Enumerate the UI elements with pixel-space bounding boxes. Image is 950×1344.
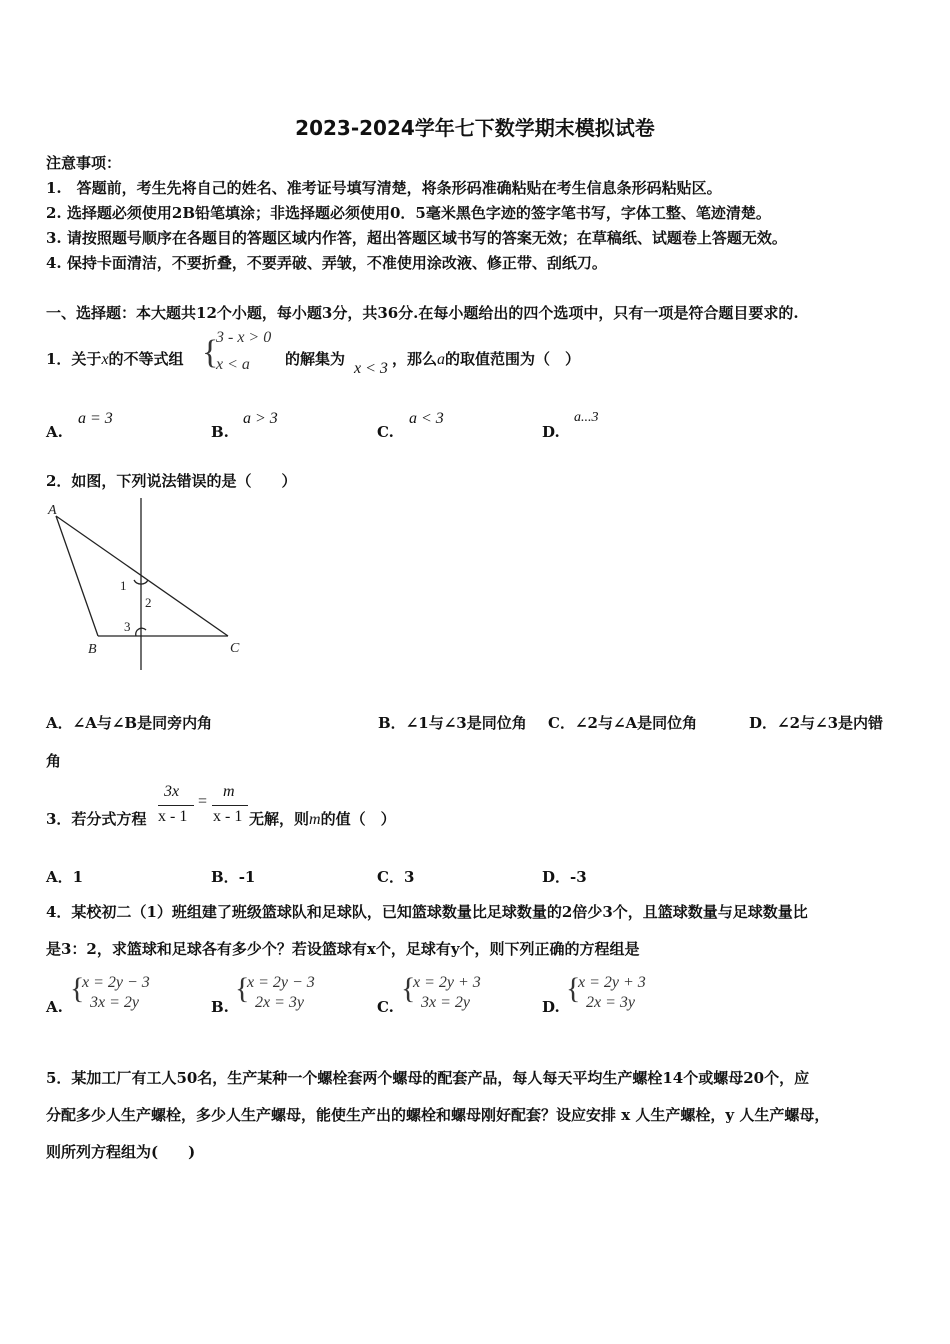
q4-option-eq2: 3x = 2y <box>421 994 470 1011</box>
q1-sol-label: 的解集为 <box>285 350 346 368</box>
notice-item: 4. 保持卡面清洁，不要折叠，不要弄破、弄皱，不准使用涂改液、修正带、刮纸刀。 <box>46 254 607 272</box>
q3-equals: = <box>198 793 208 810</box>
q1-sys-line2: x < a <box>216 356 250 373</box>
angle-3-label: 3 <box>124 619 131 634</box>
q1-option-value: a = 3 <box>78 410 113 427</box>
angle-1-label: 1 <box>120 578 127 593</box>
q1-option-value: a > 3 <box>243 410 278 427</box>
q3-fraction-bar-1 <box>158 805 194 806</box>
segment-ab <box>56 516 98 636</box>
q4-option-eq1: x = 2y + 3 <box>578 974 646 991</box>
q3-option-label: D． <box>542 868 571 886</box>
q2-option-label: B． <box>378 714 406 732</box>
q1-prefix: 1．关于 <box>46 350 102 368</box>
q1-var-x: x <box>101 351 109 368</box>
q4-brace: { <box>70 972 85 1005</box>
question-4-line: 4．某校初二（1）班组建了班级篮球队和足球队，已知篮球数量比足球数量的2倍少3个，且篮球数量与足球数量比 <box>46 903 808 921</box>
notice-heading: 注意事项： <box>46 154 122 172</box>
q3-var-m: m <box>309 811 321 828</box>
q2-option-d[interactable] <box>749 712 883 733</box>
q3-denominator-2: x - 1 <box>213 808 243 825</box>
question-2: 2．如图，下列说法错误的是（ ） <box>46 472 297 490</box>
q1-brace: { <box>202 334 219 371</box>
q3-denominator-1: x - 1 <box>158 808 188 825</box>
q3-option-c[interactable] <box>377 866 414 887</box>
q3-option-label: B． <box>211 868 239 886</box>
q2-option-label: A． <box>46 714 73 732</box>
q1-sys-line1: 3 - x > 0 <box>216 329 272 346</box>
q1-option-value: a < 3 <box>409 410 444 427</box>
q4-brace: { <box>566 972 581 1005</box>
q2-option-text: ∠1与∠3是同位角 <box>405 714 527 732</box>
q3-option-value: 3 <box>403 868 415 886</box>
question-3-prefix: 3．若分式方程 <box>46 810 147 828</box>
q4-option-eq2: 3x = 2y <box>90 994 139 1011</box>
q2-option-d-wrap: 角 <box>46 752 62 770</box>
q3-suffix2: 的值（ ） <box>320 810 396 828</box>
q3-numerator-1: 3x <box>164 783 180 800</box>
q2-option-a[interactable] <box>46 712 212 733</box>
q4-option-label[interactable]: A. <box>46 998 63 1016</box>
q1-option-label[interactable]: B. <box>211 423 229 441</box>
q1-mid: 的不等式组 <box>108 350 184 368</box>
question-1 <box>46 348 184 369</box>
q4-option-label[interactable]: D. <box>542 998 560 1016</box>
notice-item: 2. 选择题必须使用2B铅笔填涂；非选择题必须使用0．5毫米黑色字迹的签字笔书写，字体工整、笔迹清楚。 <box>46 204 771 222</box>
q4-option-eq1: x = 2y − 3 <box>82 974 150 991</box>
q1-option-label[interactable]: C. <box>377 423 394 441</box>
q1-option-label[interactable]: A. <box>46 423 63 441</box>
q4-option-eq1: x = 2y − 3 <box>247 974 315 991</box>
q3-suffix: 无解，则 <box>249 810 310 828</box>
question-5-line: 5．某加工厂有工人50名，生产某种一个螺栓套两个螺母的配套产品，每人每天平均生产螺栓14个或螺母20个，应 <box>46 1069 810 1087</box>
section-heading: 一、选择题：本大题共12个小题，每小题3分，共36分.在每小题给出的四个选项中，只有一项是符合题目要求的. <box>46 304 799 322</box>
q1-solution: x < 3 <box>354 360 388 377</box>
q4-option-eq1: x = 2y + 3 <box>413 974 481 991</box>
q4-option-eq2: 2x = 3y <box>586 994 635 1011</box>
q2-option-label: D． <box>749 714 778 732</box>
q3-option-value: 1 <box>72 868 84 886</box>
q1-suffix2: 的取值范围为（ ） <box>445 350 581 368</box>
q1-suffix: ，那么 <box>392 350 438 368</box>
point-c-label: C <box>230 641 240 656</box>
point-a-label: A <box>48 503 57 518</box>
notice-item: 1. 答题前，考生先将自己的姓名、准考证号填写清楚，将条形码准确粘贴在考生信息条形码粘贴区。 <box>46 179 722 197</box>
point-b-label: B <box>88 642 97 657</box>
question-5-line: 分配多少人生产螺栓，多少人生产螺母，能使生产出的螺栓和螺母刚好配套？设应安排 x 人生产螺栓，y 人生产螺母， <box>46 1106 830 1124</box>
q4-brace: { <box>235 972 250 1005</box>
segment-ac <box>56 516 228 636</box>
q3-option-b[interactable] <box>211 866 255 887</box>
q4-option-label[interactable]: C. <box>377 998 394 1016</box>
q3-option-value: -3 <box>570 868 587 886</box>
q3-option-d[interactable] <box>542 866 587 887</box>
q2-option-b[interactable] <box>378 712 527 733</box>
q3-option-label: C． <box>377 868 404 886</box>
q2-option-label: C． <box>548 714 575 732</box>
q4-option-label[interactable]: B. <box>211 998 229 1016</box>
q4-brace: { <box>401 972 416 1005</box>
q2-option-c[interactable] <box>548 712 697 733</box>
q2-option-text: ∠2与∠3是内错 <box>777 714 884 732</box>
notice-item: 3. 请按照题号顺序在各题目的答题区域内作答，超出答题区域书写的答案无效；在草稿纸、试题卷上答题无效。 <box>46 229 787 247</box>
q3-numerator-2: m <box>223 783 235 800</box>
question-5-line: 则所列方程组为( ) <box>46 1143 196 1161</box>
q3-fraction-bar-2 <box>212 805 248 806</box>
q2-figure <box>40 498 260 678</box>
q2-option-text: ∠A与∠B是同旁内角 <box>72 714 213 732</box>
q1-option-value: a...3 <box>574 410 599 425</box>
q3-option-label: A． <box>46 868 73 886</box>
q1-var-a: a <box>437 351 446 368</box>
page-title: 2023-2024学年七下数学期末模拟试卷 <box>295 116 655 140</box>
question-4-line: 是3：2，求篮球和足球各有多少个？若设篮球有x个，足球有y个，则下列正确的方程组是 <box>46 940 640 958</box>
q4-option-eq2: 2x = 3y <box>255 994 304 1011</box>
q2-option-text: ∠2与∠A是同位角 <box>574 714 698 732</box>
q1-option-label[interactable]: D. <box>542 423 560 441</box>
q3-option-a[interactable] <box>46 866 83 887</box>
angle-2-label: 2 <box>145 595 152 610</box>
q3-option-value: -1 <box>238 868 256 886</box>
